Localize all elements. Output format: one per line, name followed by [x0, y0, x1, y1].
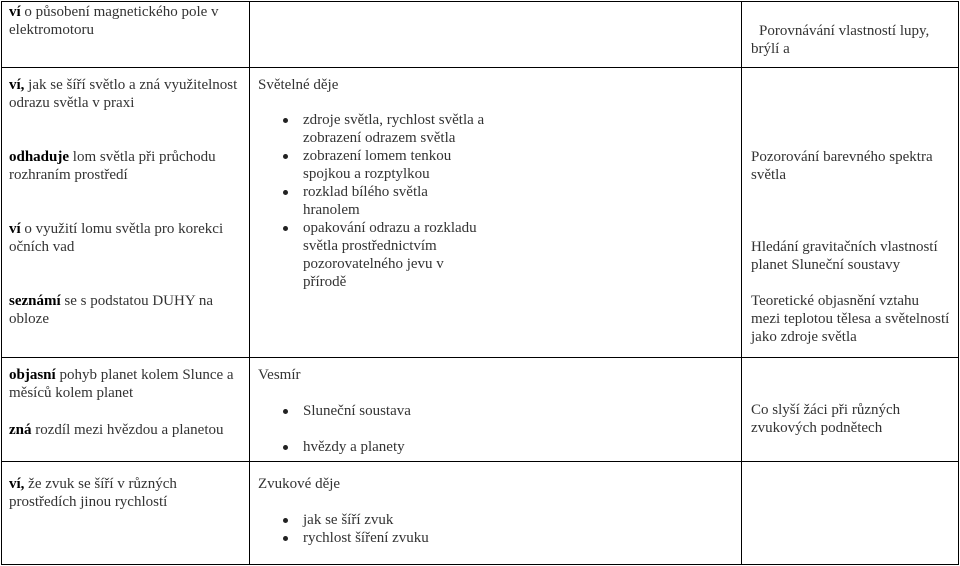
- outcome-description: pohyb planet kolem Slunce a měsíců kolem planet: [9, 367, 234, 401]
- bullet-icon: [283, 409, 288, 414]
- topic-item: [283, 183, 488, 219]
- topic-item-label: zdroje světla, rychlost světla a zobrazení odrazem světla: [303, 112, 485, 146]
- topic-item: [283, 438, 488, 456]
- table-border-bottom: [1, 564, 959, 565]
- outcome-text: [9, 220, 245, 256]
- row-divider: [1, 67, 959, 68]
- topic-title: Zvukové děje: [258, 476, 341, 492]
- bullet-icon: [283, 118, 288, 123]
- bullet-icon: [283, 445, 288, 450]
- bullet-icon: [283, 226, 288, 231]
- topic-title: Světelné děje: [258, 77, 339, 93]
- outcome-verb: ví,: [9, 77, 25, 93]
- outcome-description: o využití lomu světla pro korekci očních vad: [9, 221, 224, 255]
- outcome-verb: ví: [9, 4, 21, 20]
- topic-item-label: hvězdy a planety: [303, 439, 405, 455]
- outcome-text: [9, 76, 245, 112]
- row-divider: [1, 461, 959, 462]
- activity-text: Porovnávání vlastností lupy, brýlí a: [751, 23, 930, 57]
- outcome-text: [9, 421, 245, 439]
- topic-item: [283, 147, 488, 183]
- activity-text: Hledání gravitačních vlastností planet Sluneční soustavy: [751, 239, 938, 273]
- topic-item-label: Sluneční soustava: [303, 403, 411, 419]
- topic-item: [283, 529, 488, 547]
- bullet-icon: [283, 154, 288, 159]
- topic-item: [283, 511, 488, 529]
- topic-item-label: rozklad bílého světla hranolem: [303, 184, 428, 218]
- outcome-verb: objasní: [9, 367, 56, 383]
- outcome-description: o působení magnetického pole v elektromotoru: [9, 4, 219, 38]
- outcome-verb: odhaduje: [9, 149, 70, 165]
- bullet-icon: [283, 536, 288, 541]
- outcome-description: lom světla při průchodu rozhraním prostředí: [9, 149, 216, 183]
- topic-item-label: zobrazení lomem tenkou spojkou a rozptylkou: [303, 148, 452, 182]
- topic-title: Vesmír: [258, 367, 301, 383]
- outcome-verb: ví: [9, 221, 21, 237]
- topic-item: [283, 111, 488, 147]
- table-border-left: [1, 1, 2, 565]
- outcome-text: [9, 3, 245, 39]
- outcome-verb: ví,: [9, 476, 25, 492]
- outcome-text: [9, 366, 245, 402]
- activity-text: Co slyší žáci při různých zvukových podnětech: [751, 402, 901, 436]
- topic-list: [283, 402, 493, 456]
- outcome-text: [9, 292, 245, 328]
- activity-text: Teoretické objasnění vztahu mezi teplotou tělesa a světelností jako zdroje světla: [751, 293, 950, 345]
- outcome-verb: seznámí: [9, 293, 61, 309]
- column-divider: [249, 1, 250, 565]
- outcome-description: jak se šíří světlo a zná využitelnost odrazu světla v praxi: [9, 77, 238, 111]
- row-divider: [1, 357, 959, 358]
- outcome-text: [9, 148, 245, 184]
- topic-item: [283, 219, 488, 291]
- topic-item-label: opakování odrazu a rozkladu světla prostřednictvím pozorovatelného jevu v přírodě: [303, 220, 477, 290]
- topic-item-label: jak se šíří zvuk: [303, 512, 394, 528]
- table-border-top: [1, 1, 959, 2]
- topic-item: [283, 402, 488, 420]
- topic-item-label: rychlost šíření zvuku: [303, 530, 429, 546]
- table-border-right: [958, 1, 959, 565]
- outcome-description: že zvuk se šíří v různých prostředích jinou rychlostí: [9, 476, 177, 510]
- activity-text: Pozorování barevného spektra světla: [751, 149, 933, 183]
- outcome-description: rozdíl mezi hvězdou a planetou: [35, 422, 224, 438]
- outcome-description: se s podstatou DUHY na obloze: [9, 293, 214, 327]
- outcome-text: [9, 475, 245, 511]
- bullet-icon: [283, 518, 288, 523]
- topic-list: [283, 111, 493, 291]
- outcome-verb: zná: [9, 422, 32, 438]
- bullet-icon: [283, 190, 288, 195]
- column-divider: [741, 1, 742, 565]
- topic-list: [283, 511, 493, 547]
